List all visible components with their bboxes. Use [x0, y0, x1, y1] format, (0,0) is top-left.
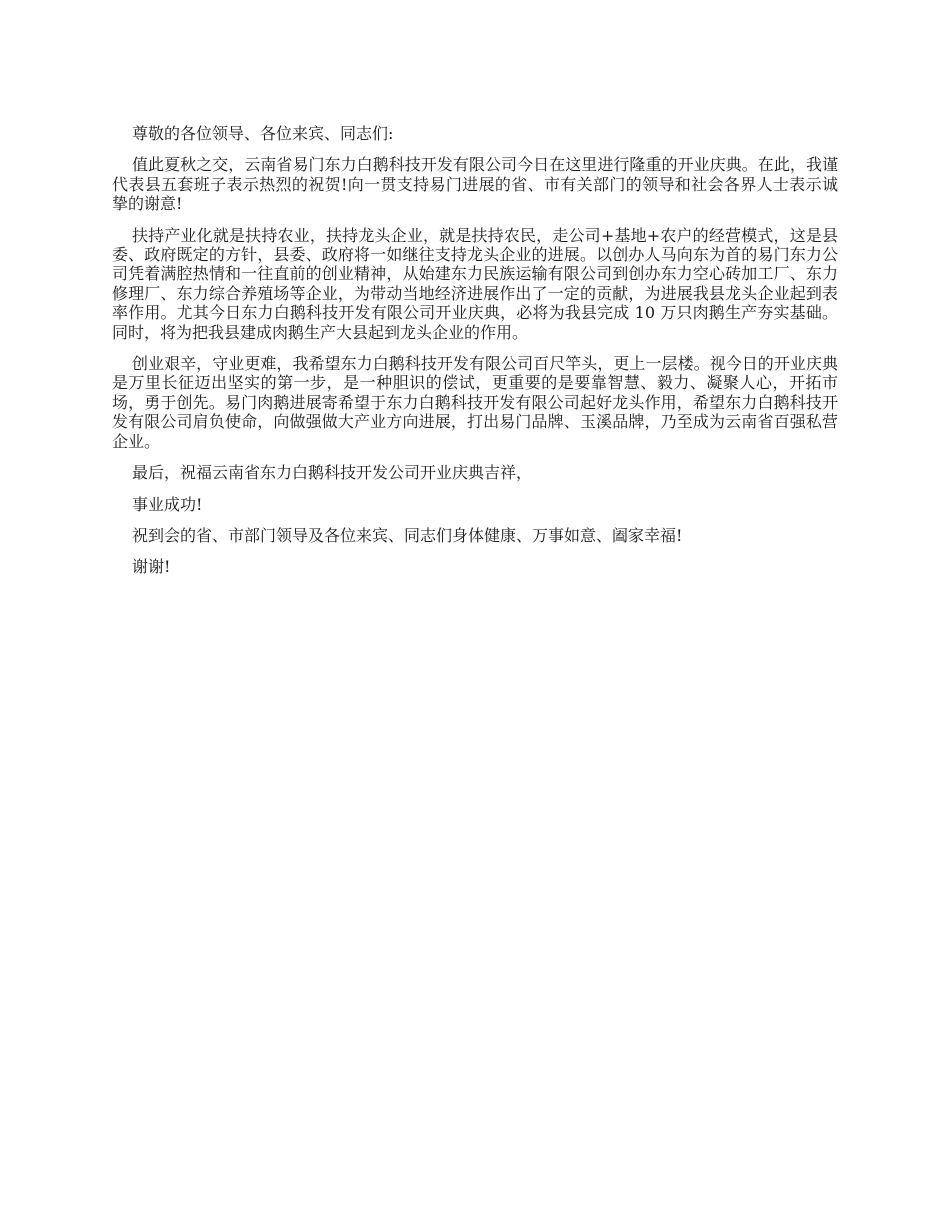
- thanks-paragraph: 谢谢!: [132, 557, 171, 577]
- document-page: [112, 124, 838, 589]
- blessing-paragraph: 祝到会的省、市部门领导及各位来宾、同志们身体健康、万事如意、阖家幸福!: [132, 525, 683, 545]
- salutation-paragraph: 尊敬的各位领导、各位来宾、同志们:: [132, 124, 394, 143]
- greeting-paragraph: 值此夏秋之交，云南省易门东力白鹅科技开发有限公司今日在这里进行隆重的开业庆典。在此，我谨代表县五套班子表示热烈的祝贺!向一贯支持易门进展的省、市有关部门的领导和社会各界人士表示诚挚的谢意!: [112, 155, 838, 214]
- closing-wish-paragraph: 最后，祝福云南省东力白鹅科技开发公司开业庆典吉祥，: [132, 463, 533, 483]
- industry-support-paragraph: 扶持产业化就是扶持农业，扶持龙头企业，就是扶持农民，走公司+基地+农户的经营模式，这是县委、政府既定的方针，县委、政府将一如继往支持龙头企业的进展。以创办人马向东为首的易门东力公司凭着满腔热情和一往直前的创业精神，从始建东力民族运输有限公司到创办东力空心砖加工厂、东力修理厂、东力综合养殖场等企业，为带动当地经济进展作出了一定的贡献，为进展我县龙头企业起到表率作用。尤其今日东力白鹅科技开发有限公司开业庆典，必将为我县完成 10 万只肉鹅生产夯实基础。同时，将为把我县建成肉鹅生产大县起到龙头企业的作用。: [112, 225, 838, 342]
- success-paragraph: 事业成功!: [132, 494, 203, 514]
- hope-paragraph: 创业艰辛，守业更难，我希望东力白鹅科技开发有限公司百尺竿头，更上一层楼。视今日的开业庆典是万里长征迈出坚实的第一步，是一种胆识的偿试，更重要的是要靠智慧、毅力、凝聚人心，开拓市场，勇于创先。易门肉鹅进展寄希望于东力白鹅科技开发有限公司起好龙头作用，希望东力白鹅科技开发有限公司肩负使命，向做强做大产业方向进展，打出易门品牌、玉溪品牌，乃至成为云南省百强私营企业。: [112, 354, 838, 451]
